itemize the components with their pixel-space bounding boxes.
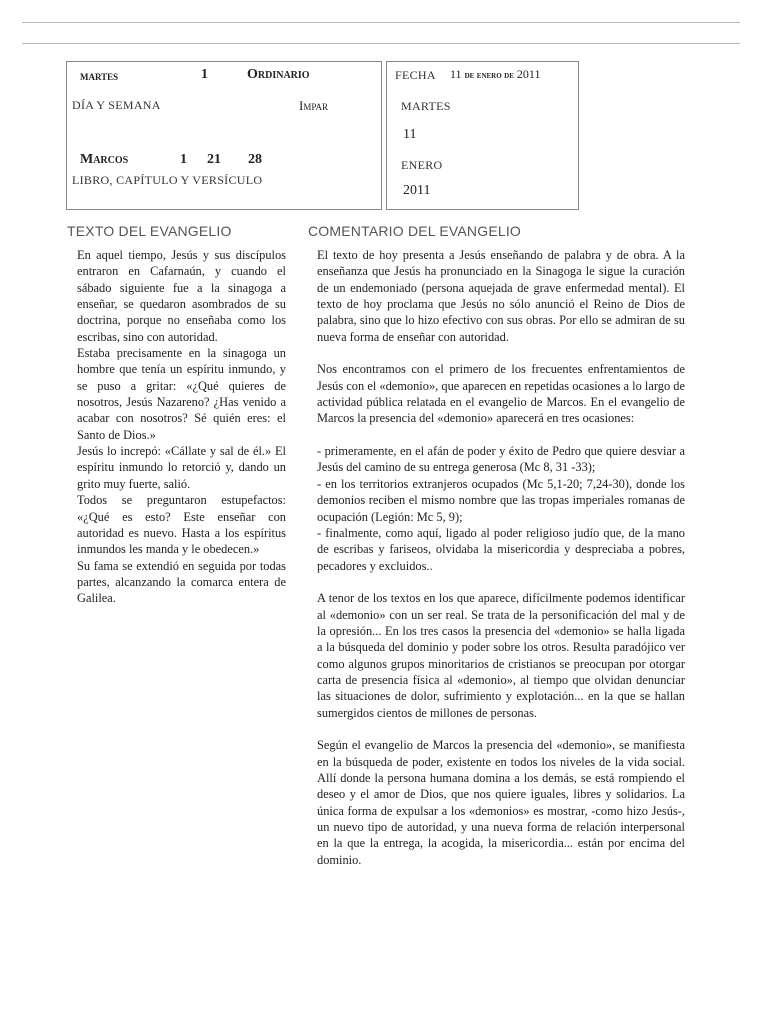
commentary-paragraph: Según el evangelio de Marcos la presencia del «demonio», se manifiesta en la búsqueda de poder, existente en todos los niveles de la vida social. Allí donde la persona humana domina a los demás, se está rompiendo el deseo y el amor de Dios, que nos quiere iguales, libres y solidarios. La única forma de expulsar a los «demonios» es mostrar, -como hizo Jesús-, un nuevo tipo de autoridad, y una nueva forma de relación interpersonal en la que la entrega, la acogida, la misericordia... están por encima del dominio. <box>317 738 685 867</box>
day-week-label: DÍA Y SEMANA <box>72 98 161 112</box>
date-value <box>450 67 540 82</box>
date-value-day: 11 <box>450 67 462 81</box>
date-value-month: de enero de <box>464 70 514 81</box>
book-name: Marcos <box>80 152 129 167</box>
commentary-list-item: - en los territorios extranjeros ocupados (Mc 5,1-20; 7,24-30), donde los demonios reciben el mismo nombre que las tropas imperiales romanas de ocupación (Legión: Mc 5, 9); <box>317 476 685 524</box>
commentary-paragraph: El texto de hoy presenta a Jesús enseñando de palabra y de obra. A la enseñanza que Jesús ha pronunciado en la Sinagoga le sigue la curación de un endemoniado (persona aquejada de grave enfermedad mental). El texto de hoy proclama que Jesús no sólo anunció el Reino de Dios de palabra, sino que lo hizo efectivo con sus obras. Por ello se admiran de su nueva forma de enseñar con autoridad. <box>317 248 685 344</box>
gospel-commentary-heading: COMENTARIO DEL EVANGELIO <box>308 223 522 239</box>
commentary-text <box>317 247 685 868</box>
date-year: 2011 <box>403 183 431 198</box>
gospel-text-heading: TEXTO DEL EVANGELIO <box>67 223 232 239</box>
book-chapter-verse-label: LIBRO, CAPÍTULO Y VERSÍCULO <box>72 173 263 187</box>
commentary-list-item: - finalmente, como aquí, ligado al poder religioso judío que, de la mano de escribas y fariseos, olvidaba la misericordia y despreciaba a pobres, pecadores y excluidos.. <box>317 525 685 573</box>
header-rule <box>22 43 740 44</box>
chapter-number: 1 <box>180 152 187 167</box>
gospel-paragraph: En aquel tiempo, Jesús y sus discípulos entraron en Cafarnaún, y cuando el sábado siguiente fue a la sinagoga a enseñar, se quedaron asombrados de su doctrina, porque no enseñaba como los escribas, sino con autoridad. <box>77 248 286 344</box>
gospel-paragraph: Su fama se extendió en seguida por todas partes, alcanzando la comarca entera de Galilea. <box>77 558 286 606</box>
date-month: ENERO <box>401 158 443 172</box>
verse-start: 21 <box>207 152 221 167</box>
gospel-paragraph: Jesús lo increpó: «Cállate y sal de él.» El espíritu inmundo lo retorció y, dando un grito muy fuerte, salió. <box>77 444 286 491</box>
paragraph-gap <box>317 721 685 737</box>
weekday-value: martes <box>80 68 119 83</box>
gospel-text <box>77 247 286 607</box>
commentary-paragraph: Nos encontramos con el primero de los frecuentes enfrentamientos de Jesús con el «demonio», que aparecen en repetidas ocasiones a lo largo de actividad pública relatada en el evangelio de Marcos. En el evangelio de Marcos la presencia del «demonio» aparecerá en tres ocasiones: <box>317 362 685 426</box>
date-day: 11 <box>403 127 417 142</box>
gospel-paragraph: Todos se preguntaron estupefactos: «¿Qué es esto? Este enseñar con autoridad es nuevo. Hasta a los espíritus inmundos les manda y le obedecen.» <box>77 493 286 557</box>
liturgical-season: Ordinario <box>247 67 310 82</box>
date-value-year: 2011 <box>516 67 541 81</box>
paragraph-gap <box>317 574 685 590</box>
date-label: FECHA <box>395 68 436 82</box>
commentary-list-item: - primeramente, en el afán de poder y éxito de Pedro que quiere desviar a Jesús del camino de su entrega generosa (Mc 8, 31 -33); <box>317 444 685 475</box>
commentary-paragraph: A tenor de los textos en los que aparece, difícilmente podemos identificar al «demonio» con un ser real. Se trata de la personificación del mal y de la opresión... En los tres casos la presencia del «demonio» se halla ligada a la búsqueda del dominio y poder sobre los otros. Resulta paradójico ver como algunos grupos minoritarios de cristianos se preocupan por otorgar carta de presencia física al «demonio», al tiempo que olvidan denunciar las situaciones de dolor, sufrimiento y explotación... en la que se hallan sumergidos cientos de millones de personas. <box>317 591 685 720</box>
week-number: 1 <box>201 67 208 82</box>
gospel-paragraph: Estaba precisamente en la sinagoga un hombre que tenía un espíritu inmundo, y se puso a gritar: «¿Qué quieres de nosotros, Jesús Nazareno? ¿Has venido a acabar con nosotros? Sé quién eres: el Santo de Dios.» <box>77 346 286 442</box>
top-rule <box>22 22 740 23</box>
parity-value: Impar <box>299 98 329 113</box>
date-weekday: MARTES <box>401 99 451 113</box>
paragraph-gap <box>317 345 685 361</box>
paragraph-gap <box>317 427 685 443</box>
verse-end: 28 <box>248 152 262 167</box>
